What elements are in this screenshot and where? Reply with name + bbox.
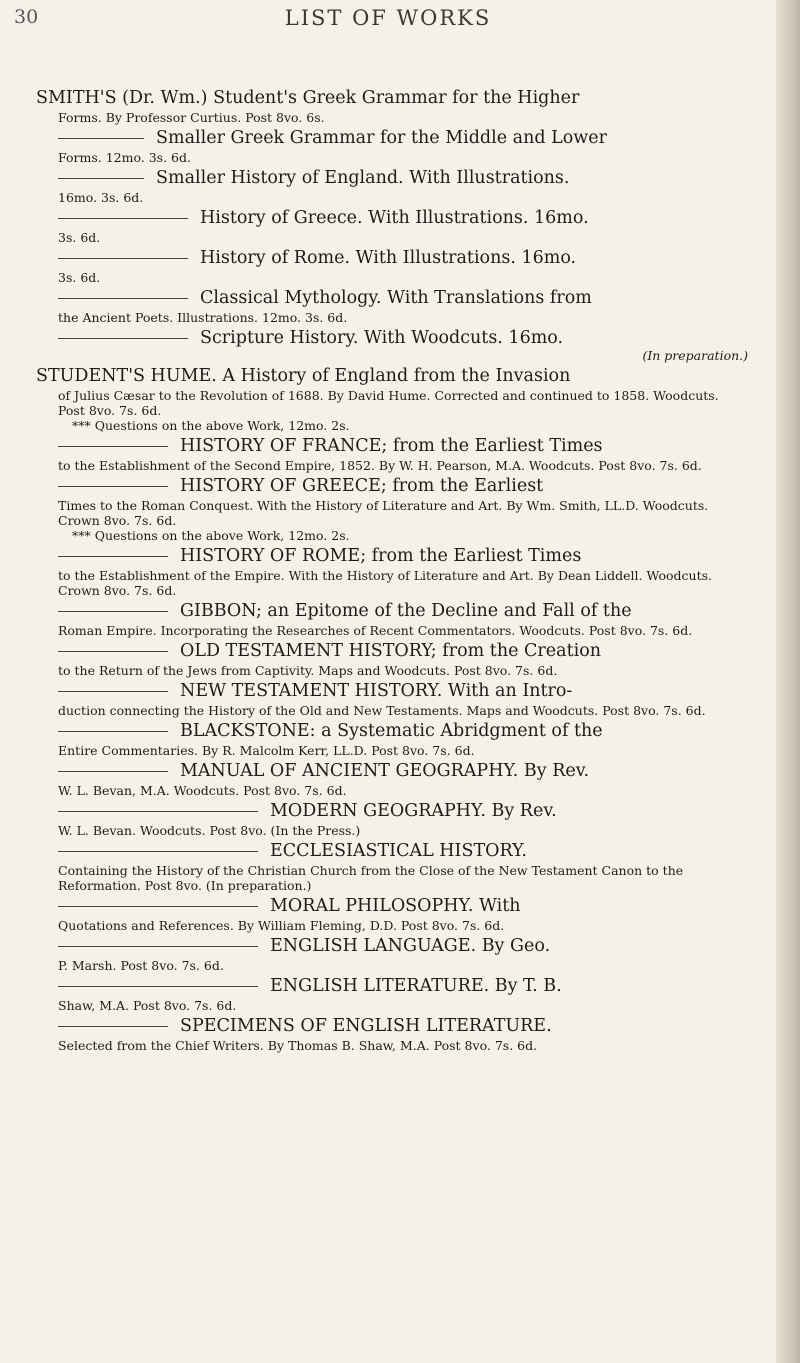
ditto-dash	[58, 298, 188, 299]
catalogue-entry	[58, 936, 748, 973]
entry-title-line	[58, 601, 748, 622]
entry-detail: 3s. 6d.	[58, 270, 101, 285]
entry-title-line	[58, 476, 748, 497]
entry-title: SMITH'S (Dr. Wm.) Student's Greek Grammar for the Higher	[36, 88, 580, 108]
catalogue-entry	[58, 681, 748, 718]
catalogue-entry	[58, 976, 748, 1013]
catalogue-entry	[58, 801, 748, 838]
entry-questions-note: *** Questions on the above Work, 12mo. 2s.	[72, 418, 350, 433]
ditto-dash	[58, 178, 144, 179]
works-list	[36, 88, 748, 1056]
entry-title-line	[58, 128, 748, 149]
ditto-dash	[58, 906, 258, 907]
entry-title-line	[58, 328, 748, 349]
catalogue-entry	[58, 721, 748, 758]
ditto-dash	[58, 218, 188, 219]
entry-detail: duction connecting the History of the Old and New Testaments. Maps and Woodcuts. Post 8vo. 7s. 6d.	[58, 703, 706, 718]
running-title: LIST OF WORKS	[284, 6, 492, 30]
entry-detail: to the Establishment of the Empire. With the History of Literature and Art. By Dean Liddell. Woodcuts. Crown 8vo. 7s. 6d.	[58, 568, 713, 598]
entry-title-line	[58, 1016, 748, 1037]
entry-title: BLACKSTONE: a Systematic Abridgment of the	[180, 721, 603, 741]
ditto-dash	[58, 258, 188, 259]
entry-questions-note: *** Questions on the above Work, 12mo. 2s.	[72, 528, 350, 543]
entry-title: Scripture History. With Woodcuts. 16mo.	[200, 328, 564, 348]
entry-title: MODERN GEOGRAPHY. By Rev.	[270, 801, 557, 821]
ditto-dash	[58, 986, 258, 987]
page-header	[0, 2, 776, 38]
page-edge	[776, 0, 800, 1363]
ditto-dash	[58, 486, 168, 487]
ditto-dash	[58, 556, 168, 557]
catalogue-entry	[58, 601, 748, 638]
entry-title-line	[58, 641, 748, 662]
ditto-dash	[58, 138, 144, 139]
ditto-dash	[58, 651, 168, 652]
ditto-dash	[58, 691, 168, 692]
entry-detail: Quotations and References. By William Fleming, D.D. Post 8vo. 7s. 6d.	[58, 918, 505, 933]
entry-title-line	[36, 366, 748, 387]
ditto-dash	[58, 1026, 168, 1027]
entry-detail: of Julius Cæsar to the Revolution of 1688. By David Hume. Corrected and continued to 1858. Woodcuts. Post 8vo. 7s. 6d.	[58, 388, 719, 418]
catalogue-entry	[58, 761, 748, 798]
ditto-dash	[58, 851, 258, 852]
entry-title: STUDENT'S HUME. A History of England from the Invasion	[36, 366, 571, 386]
catalogue-entry	[58, 248, 748, 285]
entry-title-line	[58, 436, 748, 457]
entry-status: (In preparation.)	[642, 348, 748, 363]
entry-title-line	[58, 546, 748, 567]
entry-title: ECCLESIASTICAL HISTORY.	[270, 841, 527, 861]
entry-detail: W. L. Bevan. Woodcuts. Post 8vo. (In the Press.)	[58, 823, 361, 838]
entry-detail: to the Return of the Jews from Captivity. Maps and Woodcuts. Post 8vo. 7s. 6d.	[58, 663, 558, 678]
entry-detail: W. L. Bevan, M.A. Woodcuts. Post 8vo. 7s. 6d.	[58, 783, 347, 798]
entry-title: GIBBON; an Epitome of the Decline and Fall of the	[180, 601, 632, 621]
entry-title: HISTORY OF FRANCE; from the Earliest Times	[180, 436, 603, 456]
entry-title-line	[58, 681, 748, 702]
entry-detail: Selected from the Chief Writers. By Thomas B. Shaw, M.A. Post 8vo. 7s. 6d.	[58, 1038, 538, 1053]
ditto-dash	[58, 771, 168, 772]
entry-detail: Entire Commentaries. By R. Malcolm Kerr, LL.D. Post 8vo. 7s. 6d.	[58, 743, 475, 758]
catalogue-entry	[58, 436, 748, 473]
entry-detail: the Ancient Poets. Illustrations. 12mo. 3s. 6d.	[58, 310, 348, 325]
catalogue-entry	[58, 1016, 748, 1053]
ditto-dash	[58, 946, 258, 947]
entry-detail: Forms. By Professor Curtius. Post 8vo. 6s.	[58, 110, 325, 125]
entry-title: HISTORY OF ROME; from the Earliest Times	[180, 546, 582, 566]
entry-title: Classical Mythology. With Translations from	[200, 288, 592, 308]
entry-title: MORAL PHILOSOPHY. With	[270, 896, 521, 916]
entry-title: MANUAL OF ANCIENT GEOGRAPHY. By Rev.	[180, 761, 590, 781]
catalogue-entry	[58, 641, 748, 678]
catalogue-entry	[58, 841, 748, 893]
entry-title-line	[58, 761, 748, 782]
page-number: 30	[14, 6, 39, 28]
entry-title: SPECIMENS OF ENGLISH LITERATURE.	[180, 1016, 552, 1036]
entry-title: History of Greece. With Illustrations. 16mo.	[200, 208, 589, 228]
entry-detail: Containing the History of the Christian Church from the Close of the New Testament Canon to the Reformation. Post 8vo. (In preparation.)	[58, 863, 684, 893]
ditto-dash	[58, 338, 188, 339]
entry-title-line	[58, 248, 748, 269]
entry-title-line	[58, 841, 748, 862]
catalogue-entry	[36, 88, 748, 125]
entry-title: History of Rome. With Illustrations. 16mo.	[200, 248, 577, 268]
ditto-dash	[58, 811, 258, 812]
ditto-dash	[58, 446, 168, 447]
entry-detail: 3s. 6d.	[58, 230, 101, 245]
catalogue-entry	[58, 328, 748, 363]
entry-detail: Times to the Roman Conquest. With the History of Literature and Art. By Wm. Smith, LL.D. Woodcuts. Crown 8vo. 7s. 6d.	[58, 498, 709, 528]
entry-title-line	[58, 976, 748, 997]
entry-title: Smaller History of England. With Illustrations.	[156, 168, 570, 188]
entry-title-line	[58, 721, 748, 742]
entry-title-line	[58, 936, 748, 957]
ditto-dash	[58, 731, 168, 732]
entry-title-line	[58, 208, 748, 229]
catalogue-entry	[58, 208, 748, 245]
catalogue-entry	[58, 546, 748, 598]
entry-title: ENGLISH LANGUAGE. By Geo.	[270, 936, 551, 956]
ditto-dash	[58, 611, 168, 612]
entry-detail: Forms. 12mo. 3s. 6d.	[58, 150, 191, 165]
catalogue-entry	[58, 476, 748, 543]
catalogue-entry	[58, 128, 748, 165]
entry-title: OLD TESTAMENT HISTORY; from the Creation	[180, 641, 601, 661]
catalogue-entry	[58, 896, 748, 933]
entry-title-line	[58, 168, 748, 189]
entry-detail: P. Marsh. Post 8vo. 7s. 6d.	[58, 958, 224, 973]
catalogue-entry	[58, 288, 748, 325]
entry-title: ENGLISH LITERATURE. By T. B.	[270, 976, 562, 996]
catalogue-entry	[58, 168, 748, 205]
entry-title-line	[58, 801, 748, 822]
entry-detail: to the Establishment of the Second Empire, 1852. By W. H. Pearson, M.A. Woodcuts. Post 8vo. 7s. 6d.	[58, 458, 702, 473]
entry-title: NEW TESTAMENT HISTORY. With an Intro-	[180, 681, 573, 701]
entry-title: Smaller Greek Grammar for the Middle and Lower	[156, 128, 607, 148]
entry-title-line	[36, 88, 748, 109]
catalogue-entry	[36, 366, 748, 433]
entry-title-line	[58, 896, 748, 917]
entry-title: HISTORY OF GREECE; from the Earliest	[180, 476, 544, 496]
entry-detail: Roman Empire. Incorporating the Researches of Recent Commentators. Woodcuts. Post 8vo. 7s. 6d.	[58, 623, 693, 638]
entry-detail: 16mo. 3s. 6d.	[58, 190, 144, 205]
entry-detail: Shaw, M.A. Post 8vo. 7s. 6d.	[58, 998, 237, 1013]
entry-title-line	[58, 288, 748, 309]
